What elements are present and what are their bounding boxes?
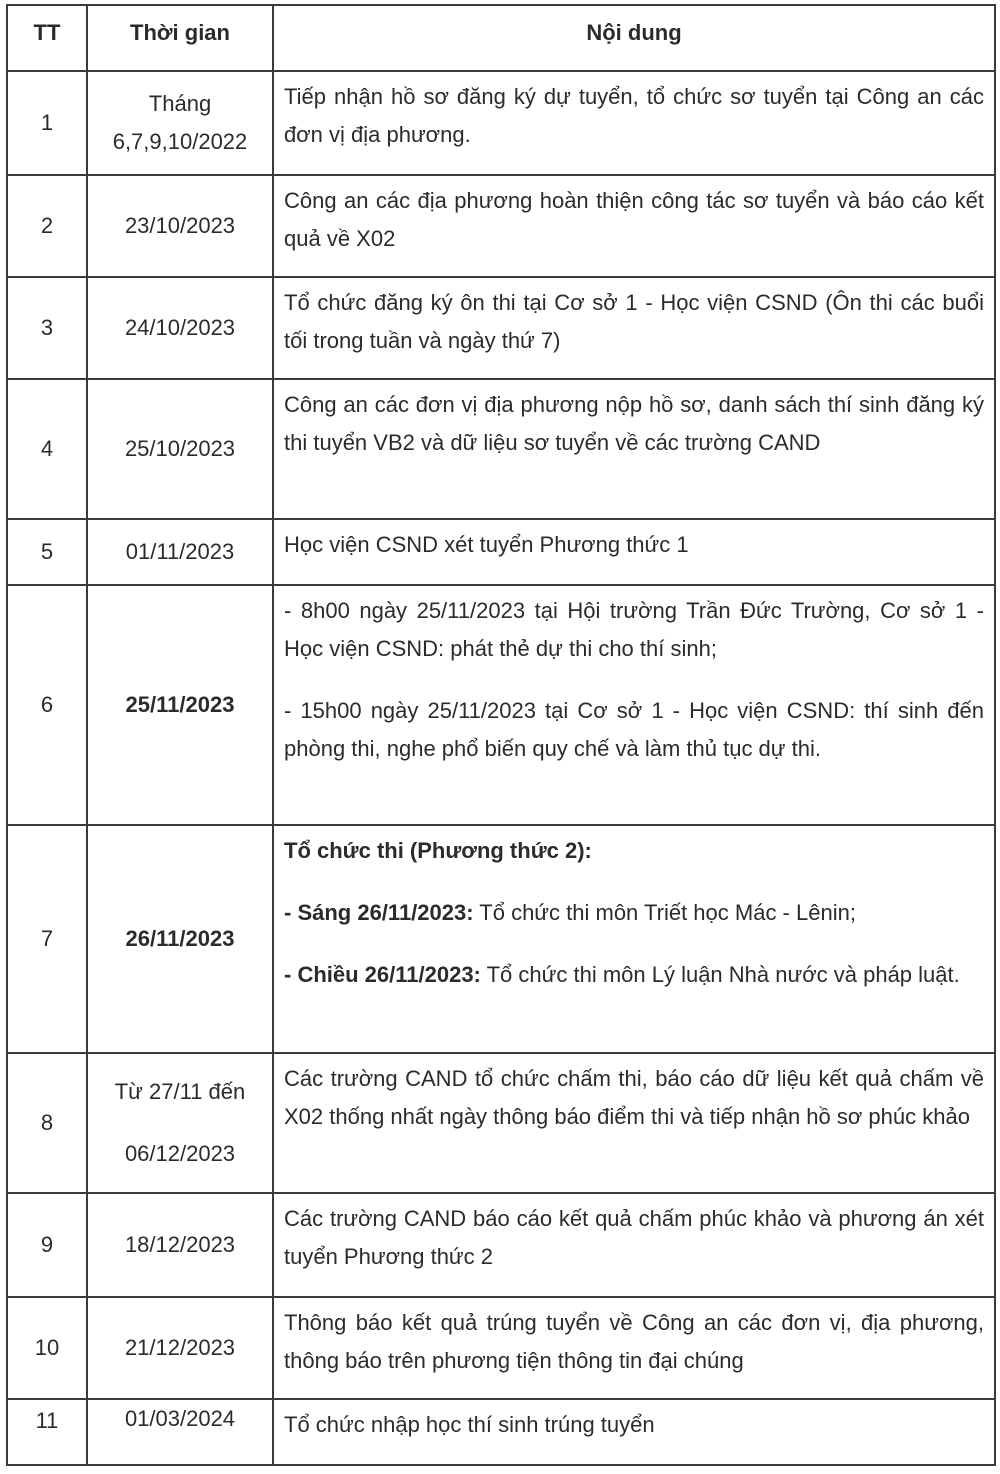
table-row <box>7 71 995 175</box>
row-time: 01/03/2024 <box>87 1399 273 1465</box>
time-line: Từ 27/11 đến <box>114 1079 246 1104</box>
row-number: 5 <box>7 519 87 585</box>
row-number: 9 <box>7 1193 87 1297</box>
table-row <box>7 277 995 379</box>
row-time: 01/11/2023 <box>87 519 273 585</box>
row-time: 26/11/2023 <box>87 825 273 1053</box>
table-row <box>7 1193 995 1297</box>
table-row <box>7 1399 995 1465</box>
table-row <box>7 379 995 519</box>
content-paragraph <box>284 956 984 994</box>
row-time: 23/10/2023 <box>87 175 273 277</box>
row-number: 7 <box>7 825 87 1053</box>
row-number: 4 <box>7 379 87 519</box>
header-content: Nội dung <box>273 5 995 71</box>
row-number: 10 <box>7 1297 87 1399</box>
content-paragraph <box>284 894 984 932</box>
session-label: - Sáng 26/11/2023: <box>284 900 474 925</box>
row-number: 8 <box>7 1053 87 1193</box>
row-content: Tổ chức đăng ký ôn thi tại Cơ sở 1 - Học viện CSND (Ôn thi các buổi tối trong tuần và ngày thứ 7) <box>273 277 995 379</box>
row-time: 24/10/2023 <box>87 277 273 379</box>
row-number: 6 <box>7 585 87 825</box>
session-label: - Chiều 26/11/2023: <box>284 962 481 987</box>
row-content <box>273 585 995 825</box>
row-number: 1 <box>7 71 87 175</box>
table-row <box>7 519 995 585</box>
time-line: 06/12/2023 <box>124 1141 236 1166</box>
session-text: Tổ chức thi môn Lý luận Nhà nước và pháp luật. <box>480 962 960 987</box>
header-tt: TT <box>7 5 87 71</box>
row-number: 11 <box>7 1399 87 1465</box>
row-number: 2 <box>7 175 87 277</box>
table-row <box>7 1053 995 1193</box>
row-time: 21/12/2023 <box>87 1297 273 1399</box>
row-content: Thông báo kết quả trúng tuyển về Công an các đơn vị, địa phương, thông báo trên phương tiện thông tin đại chúng <box>273 1297 995 1399</box>
row-content: Công an các địa phương hoàn thiện công tác sơ tuyển và báo cáo kết quả về X02 <box>273 175 995 277</box>
row-content <box>273 825 995 1053</box>
row-time: 18/12/2023 <box>87 1193 273 1297</box>
table-row <box>7 585 995 825</box>
header-time: Thời gian <box>87 5 273 71</box>
row-content: Tiếp nhận hồ sơ đăng ký dự tuyển, tổ chức sơ tuyển tại Công an các đơn vị địa phương. <box>273 71 995 175</box>
table-header-row <box>7 5 995 71</box>
table-row <box>7 825 995 1053</box>
row-content: Các trường CAND tổ chức chấm thi, báo cáo dữ liệu kết quả chấm về X02 thống nhất ngày thông báo điểm thi và tiếp nhận hồ sơ phúc khảo <box>273 1053 995 1193</box>
row-time: Tháng 6,7,9,10/2022 <box>87 71 273 175</box>
row-content: Học viện CSND xét tuyển Phương thức 1 <box>273 519 995 585</box>
session-text: Tổ chức thi môn Triết học Mác - Lênin; <box>473 900 856 925</box>
row-number: 3 <box>7 277 87 379</box>
content-heading: Tổ chức thi (Phương thức 2): <box>284 838 592 863</box>
row-content: Công an các đơn vị địa phương nộp hồ sơ, danh sách thí sinh đăng ký thi tuyển VB2 và dữ liệu sơ tuyển về các trường CAND <box>273 379 995 519</box>
table-row <box>7 175 995 277</box>
row-content: Các trường CAND báo cáo kết quả chấm phúc khảo và phương án xét tuyển Phương thức 2 <box>273 1193 995 1297</box>
row-time <box>87 1053 273 1193</box>
row-time: 25/10/2023 <box>87 379 273 519</box>
content-paragraph: - 8h00 ngày 25/11/2023 tại Hội trường Trần Đức Trường, Cơ sở 1 - Học viện CSND: phát thẻ dự thi cho thí sinh; <box>284 598 984 661</box>
content-paragraph: - 15h00 ngày 25/11/2023 tại Cơ sở 1 - Học viện CSND: thí sinh đến phòng thi, nghe phổ biến quy chế và làm thủ tục dự thi. <box>284 698 984 761</box>
schedule-table <box>6 4 996 1466</box>
row-content: Tổ chức nhập học thí sinh trúng tuyển <box>273 1399 995 1465</box>
row-time: 25/11/2023 <box>87 585 273 825</box>
table-row <box>7 1297 995 1399</box>
